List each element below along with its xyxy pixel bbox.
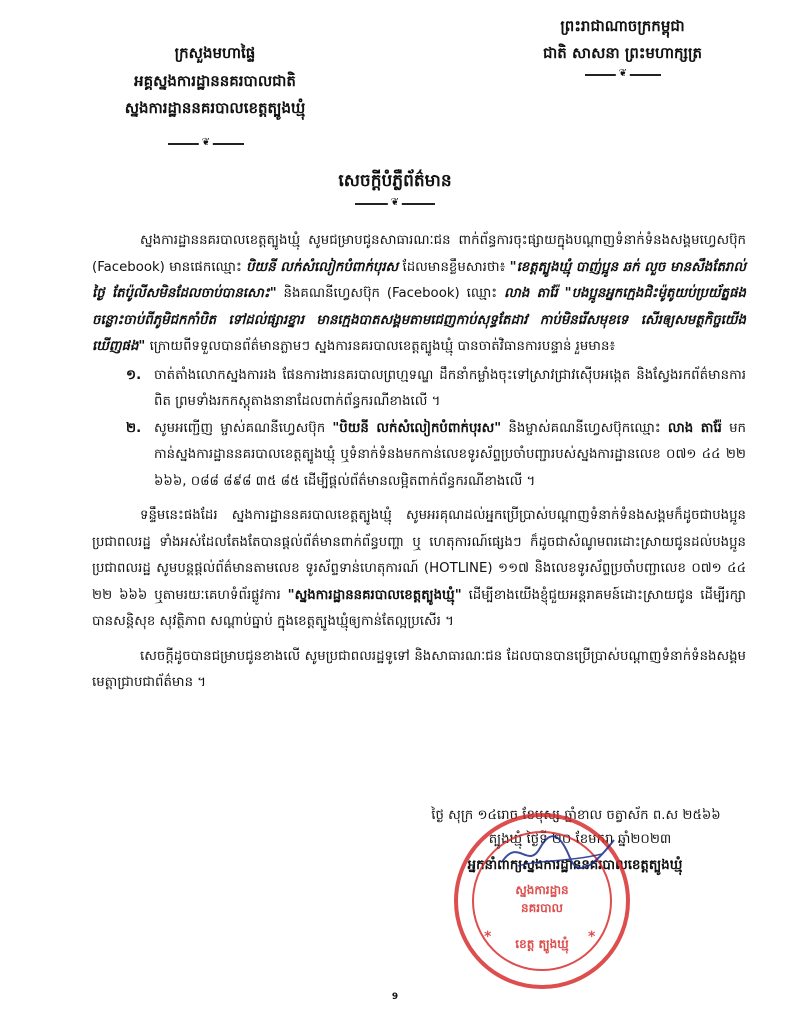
stamp-star-icon: * — [588, 929, 596, 945]
spokesperson-title: អ្នកនាំពាក្យស្នងការដ្ឋាននគរបាលខេត្តត្បូងឃ្មុំ — [467, 858, 683, 873]
paragraph-1 — [92, 228, 746, 361]
list-item-number: ១. — [126, 367, 142, 383]
quote-2: "បងប្អូនអ្នកក្មេងជិះម៉ូតូយប់ប្រយ័ត្នផង ចន្លោះចាប់ពីភូមិជកកាំបិត ទៅដល់ផ្សារខ្នារ មានក្មេងបាតសង្គមតាមជេញកាប់សុទ្ធតែដាវ កាប់មិនរើសមុខទេ សើរឲ្យសមត្ថកិច្ចយើងឃើញផង" — [92, 286, 746, 354]
stamp-star-icon: * — [484, 929, 492, 945]
document-title: សេចក្តីបំភ្លឺព័ត៌មាន — [338, 171, 452, 191]
measures-list — [92, 363, 746, 496]
lunar-date: ថ្ងៃ សុក្រ ១៤រោច ខែបុស្ស ឆ្នាំខាល ចត្វាស័ក ព.ស ២៥៦៦ — [431, 808, 721, 823]
quote-1: "ខេត្តត្បូងឃ្មុំ បាញ់ប្អូន ឆក់ លួច មានសឹងតែរាល់ថ្ងៃ តែប៉ូលីសមិនដែលចាប់បានសោះ" — [92, 259, 746, 301]
commissariat-name: អគ្គស្នងការដ្ឋាននគរបាលជាតិ — [134, 72, 296, 90]
account-name: លាង តារ៉ែ — [504, 286, 558, 301]
para1-mid1: ដែលមានខ្លឹមសារថា៖ — [398, 259, 510, 275]
list-item-text-lead: សូមអញ្ជើញ ម្ចាស់គណនីហ្វេសប៊ុក — [154, 420, 333, 436]
list-item — [126, 416, 746, 496]
stamp-text: ស្នងការដ្ឋាន នគរបាល — [515, 883, 569, 915]
list-item-number: ២. — [126, 420, 142, 436]
title-divider — [355, 197, 435, 208]
page-number: 9 — [391, 992, 399, 1002]
para2-tail: ដើម្បីខាងយើងខ្ញុំជួយអន្តរាគមន៍ដោះស្រាយជូន ដើម្បីរក្សាបានសន្តិសុខ សុវត្ថិភាព សណ្តាប់ធ្នាប់ ក្នុងខេត្តត្បូងឃ្មុំឲ្យកាន់តែល្អប្រសើរ ។ — [92, 587, 746, 629]
list-item-text: ចាត់តាំងលោកស្នងការរង ផែនការងារនគរបាលព្រហ្មទណ្ឌ ដឹកនាំកម្លាំងចុះទៅស្រាវជ្រាវស៊ើបអង្កេត និងស្វែងរកព័ត៌មានការពិត ព្រមទាំងរកកស្តុតាងនានាដែលពាក់ព័ន្ធករណីខាងលើ ។ — [154, 367, 746, 409]
header-right-divider — [585, 68, 661, 79]
page-name-1: បិយនី លក់សំលៀកបំពាក់បុរស — [246, 259, 399, 275]
list-item-text-mid: និងម្ចាស់គណនីហ្វេសប៊ុកឈ្មោះ — [501, 420, 668, 436]
ornament-glyph: ❦ — [388, 197, 402, 209]
list-item — [126, 363, 746, 416]
para1-tail: ក្រោយពីទទួលបានព័ត៌មានភ្លាមៗ ស្នងការនគរបាលខេត្តត្បូងឃ្មុំ បានចាត់វិធានការបន្ទាន់ រួមមាន៖ — [145, 339, 616, 354]
official-page-name: "ស្នងការដ្ឋាននគរបាលខេត្តត្បូងឃ្មុំ" — [287, 587, 462, 603]
ornament-glyph: ❦ — [616, 68, 630, 80]
ornament-glyph: ❦ — [199, 137, 213, 149]
provincial-commissariat-name: ស្នងការដ្ឋាននគរបាលខេត្តត្បូងឃ្មុំ — [124, 99, 306, 117]
paragraph-2 — [92, 503, 746, 636]
list-item-account: លាង តារ៉ែ — [667, 420, 722, 436]
header-left-divider — [168, 137, 244, 148]
handwritten-signature — [498, 832, 618, 872]
paragraph-3: សេចក្តីដូចបានជម្រាបជូនខាងលើ សូមប្រជាពលរដ្ឋទូទៅ និងសាធារណៈជន ដែលបានបានប្រើប្រាស់បណ្តាញទំនាក់ទំនងសង្គម មេត្តាជ្រាបជាព័ត៌មាន ។ — [92, 648, 746, 690]
list-item-page-quote: "បិយនី លក់សំលៀកបំពាក់បុរស" — [332, 420, 502, 436]
para1-mid2: និងគណនីហ្វេសប៊ុក (Facebook) ឈ្មោះ — [276, 286, 505, 301]
document-body — [92, 228, 746, 697]
stamp-bottom-text: ខេត្ត ត្បូងឃ្មុំ — [515, 937, 569, 951]
ministry-name: ក្រសួងមហាផ្ទៃ — [174, 44, 256, 62]
national-motto: ជាតិ សាសនា ព្រះមហាក្សត្រ — [543, 44, 702, 62]
para2-lead: ទន្ទឹមនេះផងដែរ ស្នងការដ្ឋាននគរបាលខេត្តត្បូងឃ្មុំ សូមអរគុណដល់អ្នកប្រើប្រាស់បណ្តាញទំនាក់ទំនងសង្គមក៏ដូចជាបងប្អូនប្រជាពលរដ្ឋ ទាំងអស់ដែលតែងតែបានផ្តល់ព័ត៌មានពាក់ព័ន្ធបញ្ហា ឬ ហេតុការណ៍ផ្សេងៗ ក៏ដូចជាសំណូមពរដោះស្រាយជូនដល់បងប្អូនប្រជាពលរដ្ឋ សូមបន្តផ្តល់ព័ត៌មានតាមលេខ ទូរស័ព្ទទាន់ហេតុការណ៍ (HOTLINE) ១១៧ និងលេខទូរស័ព្ទប្រចាំបញ្ជាលេខ ០៧១ ៤៤ ២២ ៦៦៦ ឬតាមរយៈគេហទំព័រផ្លូវការ — [92, 508, 746, 603]
para1-lead: ស្នងការដ្ឋាននគរបាលខេត្តត្បូងឃ្មុំ សូមជម្រាបជូនសាធារណៈជន ពាក់ព័ន្ធការចុះផ្សាយក្នុងបណ្តាញទំនាក់ទំនងសង្គមហ្វេសប៊ុក (Facebook) មានផេកឈ្មោះ — [92, 233, 746, 275]
list-item-text-tail: មកកាន់ស្នងការដ្ឋាននគរបាលខេត្តត្បូងឃ្មុំ ឬទំនាក់ទំនងមកកាន់លេខទូរស័ព្ទប្រចាំបញ្ជារបស់ស្នងការដ្ឋានលេខ ០៧១ ៤៤ ២២ ៦៦៦, ០៨៨ ៨៩៨ ៣៥ ៨៥ ដើម្បីផ្តល់ព័ត៌មានលម្អិតពាក់ព័ន្ធករណីខាងលើ ។ — [154, 420, 746, 489]
kingdom-title: ព្រះរាជាណាចក្រកម្ពុជា — [560, 17, 685, 35]
solar-date: ត្បូងឃ្មុំ ថ្ងៃទី ២០ ខែមករា ឆ្នាំ២០២៣ — [488, 832, 672, 847]
